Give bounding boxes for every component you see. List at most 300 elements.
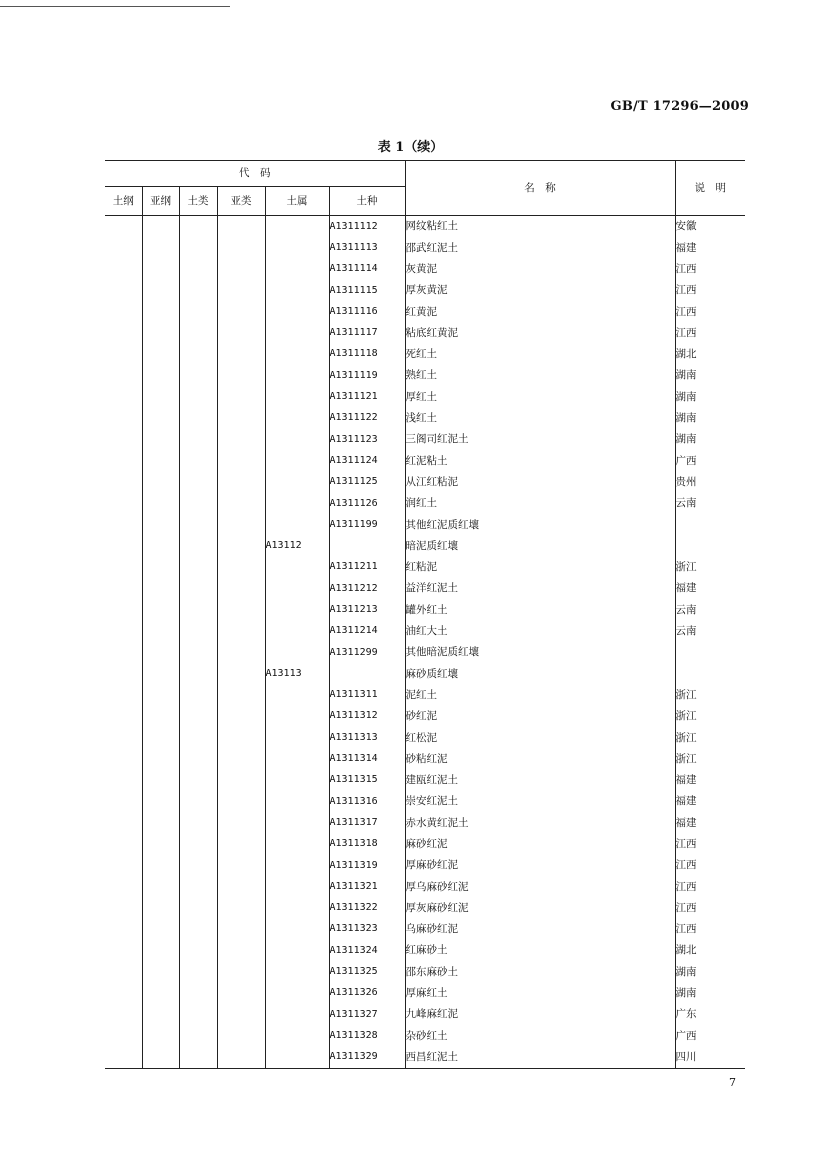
table-row (105, 834, 745, 855)
tugang-cell (105, 961, 142, 982)
tushu-code (265, 365, 329, 386)
yalei-cell (217, 365, 265, 386)
tuzhong-code: A1311299 (329, 642, 405, 663)
header-tulei: 土类 (179, 187, 217, 216)
yagang-cell (142, 514, 179, 535)
tuzhong-code: A1311121 (329, 386, 405, 407)
tuzhong-code: A1311211 (329, 557, 405, 578)
province-note: 浙江 (675, 731, 697, 744)
tugang-cell (105, 344, 142, 365)
tuzhong-code: A1311319 (329, 855, 405, 876)
yagang-cell (142, 429, 179, 450)
table-row (105, 621, 745, 642)
soil-name: 粘底红黄泥 (405, 322, 675, 343)
province-note: 湖南 (675, 369, 697, 382)
yagang-cell (142, 834, 179, 855)
tulei-cell (179, 642, 217, 663)
yalei-cell (217, 919, 265, 940)
yalei-cell (217, 663, 265, 684)
tulei-cell (179, 514, 217, 535)
province-note: 广西 (675, 1029, 697, 1042)
tulei-cell (179, 216, 217, 238)
tulei-cell (179, 386, 217, 407)
tulei-cell (179, 599, 217, 620)
yagang-cell (142, 216, 179, 238)
tugang-cell (105, 322, 142, 343)
yagang-cell (142, 1004, 179, 1025)
tulei-cell (179, 812, 217, 833)
tushu-code (265, 237, 329, 258)
tugang-cell (105, 940, 142, 961)
province-note: 湖南 (675, 390, 697, 403)
table-row (105, 557, 745, 578)
tushu-code (265, 1004, 329, 1025)
soil-name: 网纹粘红土 (405, 216, 675, 238)
yalei-cell (217, 876, 265, 897)
yagang-cell (142, 237, 179, 258)
yagang-cell (142, 663, 179, 684)
tugang-cell (105, 429, 142, 450)
tulei-cell (179, 578, 217, 599)
tushu-code (265, 855, 329, 876)
table-row (105, 791, 745, 812)
tushu-code (265, 685, 329, 706)
table-row (105, 450, 745, 471)
table-row (105, 493, 745, 514)
yagang-cell (142, 365, 179, 386)
province-note (675, 663, 745, 684)
province-note: 浙江 (675, 752, 697, 765)
tushu-code (265, 983, 329, 1004)
tuzhong-code (329, 663, 405, 684)
province-note: 湖南 (675, 965, 697, 978)
yalei-cell (217, 791, 265, 812)
tugang-cell (105, 259, 142, 280)
table-row (105, 770, 745, 791)
province-note: 广东 (675, 1008, 697, 1021)
yagang-cell (142, 344, 179, 365)
tushu-code (265, 472, 329, 493)
table-row (105, 919, 745, 940)
soil-name: 油红大土 (405, 621, 675, 642)
tushu-code (265, 834, 329, 855)
province-note: 福建 (675, 582, 697, 595)
soil-name: 红泥粘土 (405, 450, 675, 471)
tushu-code (265, 1047, 329, 1069)
tulei-cell (179, 621, 217, 642)
soil-name: 红麻砂土 (405, 940, 675, 961)
tulei-cell (179, 855, 217, 876)
province-note: 福建 (675, 774, 697, 787)
tushu-code (265, 727, 329, 748)
yagang-cell (142, 940, 179, 961)
tulei-cell (179, 408, 217, 429)
tuzhong-code: A1311312 (329, 706, 405, 727)
yagang-cell (142, 386, 179, 407)
yalei-cell (217, 1004, 265, 1025)
tushu-code (265, 898, 329, 919)
province-note: 江西 (675, 923, 697, 936)
soil-name: 三阁司红泥土 (405, 429, 675, 450)
tulei-cell (179, 748, 217, 769)
tugang-cell (105, 408, 142, 429)
tushu-code (265, 216, 329, 238)
tushu-code (265, 706, 329, 727)
province-note: 江西 (675, 880, 697, 893)
tugang-cell (105, 898, 142, 919)
table-row (105, 663, 745, 684)
tulei-cell (179, 791, 217, 812)
yagang-cell (142, 961, 179, 982)
tushu-code (265, 301, 329, 322)
yagang-cell (142, 685, 179, 706)
yalei-cell (217, 259, 265, 280)
tushu-code (265, 791, 329, 812)
tugang-cell (105, 493, 142, 514)
soil-name: 砂红泥 (405, 706, 675, 727)
tugang-cell (105, 663, 142, 684)
table-row (105, 472, 745, 493)
soil-name: 厚灰麻砂红泥 (405, 898, 675, 919)
table-row (105, 876, 745, 897)
yalei-cell (217, 1025, 265, 1046)
header-tugang: 土纲 (105, 187, 142, 216)
tuzhong-code: A1311119 (329, 365, 405, 386)
tulei-cell (179, 983, 217, 1004)
yalei-cell (217, 621, 265, 642)
yalei-cell (217, 642, 265, 663)
tuzhong-code: A1311323 (329, 919, 405, 940)
tushu-code (265, 748, 329, 769)
soil-name: 麻砂质红壤 (405, 663, 675, 684)
yagang-cell (142, 706, 179, 727)
tugang-cell (105, 855, 142, 876)
header-yagang: 亚纲 (142, 187, 179, 216)
yagang-cell (142, 770, 179, 791)
table-row (105, 642, 745, 663)
yagang-cell (142, 855, 179, 876)
soil-name: 罐外红土 (405, 599, 675, 620)
table-row (105, 429, 745, 450)
yalei-cell (217, 727, 265, 748)
tugang-cell (105, 280, 142, 301)
tugang-cell (105, 472, 142, 493)
tushu-code: A13113 (265, 663, 329, 684)
table-row (105, 578, 745, 599)
tuzhong-code: A1311118 (329, 344, 405, 365)
table-row (105, 237, 745, 258)
header-note: 说 明 (675, 161, 745, 216)
table-title: 表 1（续） (377, 140, 444, 155)
yagang-cell (142, 621, 179, 642)
tushu-code (265, 557, 329, 578)
yagang-cell (142, 876, 179, 897)
tushu-code (265, 408, 329, 429)
tugang-cell (105, 791, 142, 812)
tuzhong-code: A1311327 (329, 1004, 405, 1025)
tugang-cell (105, 514, 142, 535)
tuzhong-code: A1311117 (329, 322, 405, 343)
yalei-cell (217, 429, 265, 450)
yagang-cell (142, 280, 179, 301)
yagang-cell (142, 1025, 179, 1046)
yalei-cell (217, 322, 265, 343)
province-note: 安徽 (675, 220, 697, 233)
tushu-code (265, 621, 329, 642)
tulei-cell (179, 834, 217, 855)
yalei-cell (217, 237, 265, 258)
tuzhong-code: A1311328 (329, 1025, 405, 1046)
yagang-cell (142, 301, 179, 322)
province-note: 云南 (675, 497, 697, 510)
soil-name: 熟红土 (405, 365, 675, 386)
yalei-cell (217, 770, 265, 791)
tugang-cell (105, 685, 142, 706)
province-note: 云南 (675, 603, 697, 616)
tushu-code (265, 919, 329, 940)
yagang-cell (142, 493, 179, 514)
tulei-cell (179, 535, 217, 556)
tushu-code (265, 386, 329, 407)
tushu-code (265, 812, 329, 833)
tushu-code (265, 1025, 329, 1046)
yagang-cell (142, 578, 179, 599)
yagang-cell (142, 450, 179, 471)
yalei-cell (217, 344, 265, 365)
tulei-cell (179, 1047, 217, 1069)
province-note: 福建 (675, 241, 697, 254)
tugang-cell (105, 1025, 142, 1046)
tugang-cell (105, 450, 142, 471)
yalei-cell (217, 493, 265, 514)
table-row (105, 685, 745, 706)
tuzhong-code: A1311317 (329, 812, 405, 833)
yagang-cell (142, 259, 179, 280)
tushu-code (265, 450, 329, 471)
tuzhong-code: A1311322 (329, 898, 405, 919)
tugang-cell (105, 578, 142, 599)
tulei-cell (179, 493, 217, 514)
soil-name: 赤水黄红泥土 (405, 812, 675, 833)
soil-name: 浅红土 (405, 408, 675, 429)
tuzhong-code: A1311199 (329, 514, 405, 535)
yagang-cell (142, 642, 179, 663)
province-note: 湖南 (675, 433, 697, 446)
yalei-cell (217, 280, 265, 301)
header-yalei: 亚类 (217, 187, 265, 216)
yalei-cell (217, 898, 265, 919)
province-note: 江西 (675, 326, 697, 339)
table-row (105, 1004, 745, 1025)
tugang-cell (105, 834, 142, 855)
yagang-cell (142, 472, 179, 493)
header-tuzhong: 土种 (329, 187, 405, 216)
yagang-cell (142, 599, 179, 620)
tuzhong-code: A1311311 (329, 685, 405, 706)
soil-name: 死红土 (405, 344, 675, 365)
tuzhong-code (329, 535, 405, 556)
table-row (105, 940, 745, 961)
yagang-cell (142, 1047, 179, 1069)
yalei-cell (217, 812, 265, 833)
yalei-cell (217, 514, 265, 535)
tuzhong-code: A1311116 (329, 301, 405, 322)
soil-name: 厚麻红土 (405, 983, 675, 1004)
tugang-cell (105, 621, 142, 642)
tuzhong-code: A1311213 (329, 599, 405, 620)
tuzhong-code: A1311113 (329, 237, 405, 258)
soil-name: 建瓯红泥土 (405, 770, 675, 791)
tuzhong-code: A1311314 (329, 748, 405, 769)
tulei-cell (179, 770, 217, 791)
province-note: 浙江 (675, 561, 697, 574)
soil-name: 邵东麻砂土 (405, 961, 675, 982)
soil-name: 泥红土 (405, 685, 675, 706)
tulei-cell (179, 557, 217, 578)
table-row (105, 727, 745, 748)
yalei-cell (217, 557, 265, 578)
province-note: 广西 (675, 454, 697, 467)
table-row (105, 812, 745, 833)
soil-name: 红粘泥 (405, 557, 675, 578)
yalei-cell (217, 983, 265, 1004)
soil-name: 红松泥 (405, 727, 675, 748)
tuzhong-code: A1311313 (329, 727, 405, 748)
province-note (675, 642, 745, 663)
yalei-cell (217, 408, 265, 429)
tushu-code (265, 322, 329, 343)
soil-name: 西昌红泥土 (405, 1047, 675, 1069)
tushu-code (265, 514, 329, 535)
tugang-cell (105, 365, 142, 386)
tugang-cell (105, 770, 142, 791)
table-row (105, 748, 745, 769)
province-note: 湖北 (675, 944, 697, 957)
tulei-cell (179, 685, 217, 706)
tulei-cell (179, 322, 217, 343)
tuzhong-code: A1311318 (329, 834, 405, 855)
province-note: 福建 (675, 795, 697, 808)
table-row (105, 1047, 745, 1069)
table-row (105, 216, 745, 238)
tushu-code (265, 961, 329, 982)
tuzhong-code: A1311124 (329, 450, 405, 471)
soil-name: 九峰麻红泥 (405, 1004, 675, 1025)
yalei-cell (217, 599, 265, 620)
province-note: 浙江 (675, 688, 697, 701)
tulei-cell (179, 919, 217, 940)
table-row (105, 322, 745, 343)
province-note: 浙江 (675, 710, 697, 723)
yalei-cell (217, 578, 265, 599)
table-row (105, 365, 745, 386)
tuzhong-code: A1311123 (329, 429, 405, 450)
header-tushu: 土属 (265, 187, 329, 216)
tushu-code (265, 940, 329, 961)
soil-name: 灰黄泥 (405, 259, 675, 280)
soil-name: 益洋红泥土 (405, 578, 675, 599)
province-note (675, 514, 745, 535)
yalei-cell (217, 472, 265, 493)
yagang-cell (142, 727, 179, 748)
tuzhong-code: A1311114 (329, 259, 405, 280)
tugang-cell (105, 727, 142, 748)
tuzhong-code: A1311212 (329, 578, 405, 599)
yalei-cell (217, 450, 265, 471)
table-row (105, 983, 745, 1004)
table-row (105, 386, 745, 407)
yalei-cell (217, 386, 265, 407)
yalei-cell (217, 855, 265, 876)
soil-name: 从江红粘泥 (405, 472, 675, 493)
tugang-cell (105, 216, 142, 238)
tuzhong-code: A1311126 (329, 493, 405, 514)
province-note: 湖南 (675, 412, 697, 425)
header-name: 名 称 (405, 161, 675, 216)
tulei-cell (179, 237, 217, 258)
tuzhong-code: A1311122 (329, 408, 405, 429)
soil-code-table (105, 160, 745, 1069)
yalei-cell (217, 535, 265, 556)
tushu-code (265, 642, 329, 663)
tushu-code (265, 280, 329, 301)
province-note: 贵州 (675, 475, 697, 488)
tulei-cell (179, 706, 217, 727)
soil-name: 麻砂红泥 (405, 834, 675, 855)
yalei-cell (217, 748, 265, 769)
yalei-cell (217, 301, 265, 322)
tugang-cell (105, 919, 142, 940)
tulei-cell (179, 301, 217, 322)
tuzhong-code: A1311115 (329, 280, 405, 301)
tugang-cell (105, 386, 142, 407)
soil-name: 厚麻砂红泥 (405, 855, 675, 876)
tushu-code (265, 344, 329, 365)
tushu-code: A13112 (265, 535, 329, 556)
yagang-cell (142, 408, 179, 429)
soil-name: 红黄泥 (405, 301, 675, 322)
province-note: 江西 (675, 305, 697, 318)
tulei-cell (179, 450, 217, 471)
tulei-cell (179, 344, 217, 365)
table-row (105, 898, 745, 919)
tugang-cell (105, 599, 142, 620)
tugang-cell (105, 535, 142, 556)
tushu-code (265, 599, 329, 620)
yagang-cell (142, 748, 179, 769)
tugang-cell (105, 812, 142, 833)
tulei-cell (179, 259, 217, 280)
soil-name: 暗泥质红壤 (405, 535, 675, 556)
tugang-cell (105, 557, 142, 578)
page-number: 7 (729, 1076, 736, 1089)
tulei-cell (179, 940, 217, 961)
province-note: 云南 (675, 625, 697, 638)
province-note: 江西 (675, 859, 697, 872)
province-note: 湖南 (675, 987, 697, 1000)
tulei-cell (179, 1025, 217, 1046)
yagang-cell (142, 919, 179, 940)
soil-name: 厚灰黄泥 (405, 280, 675, 301)
tugang-cell (105, 301, 142, 322)
tulei-cell (179, 961, 217, 982)
tulei-cell (179, 365, 217, 386)
tushu-code (265, 770, 329, 791)
table-row (105, 855, 745, 876)
scan-artifact-line (0, 6, 230, 7)
tugang-cell (105, 642, 142, 663)
tulei-cell (179, 1004, 217, 1025)
